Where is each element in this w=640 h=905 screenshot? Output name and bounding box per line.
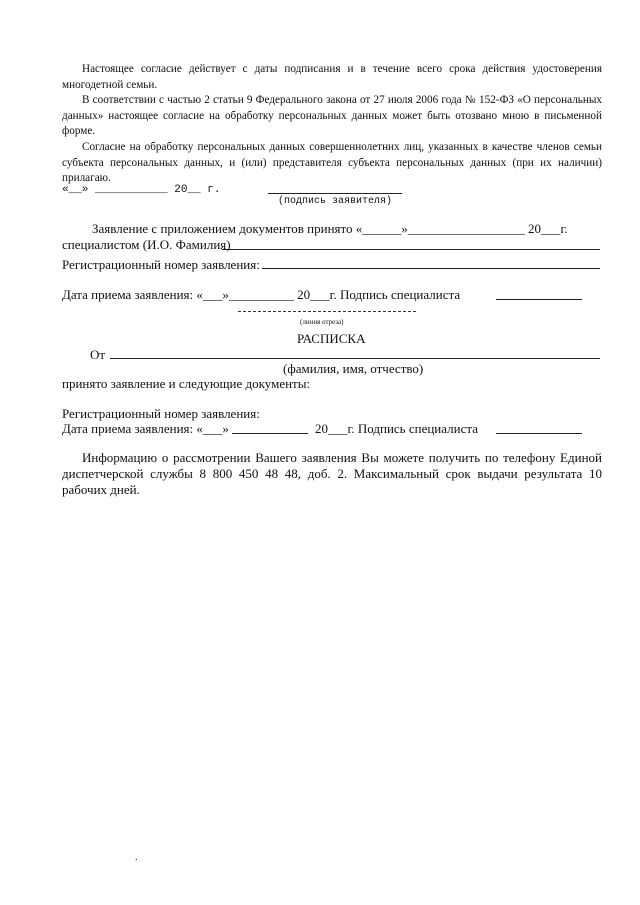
signature-caption: (подпись заявителя): [278, 196, 393, 207]
specialist-field[interactable]: [222, 249, 600, 250]
receipt-reg-number-label: Регистрационный номер заявления:: [62, 406, 260, 421]
acceptance-date-label: Дата приема заявления: «___»__________ 20___г. Подпись специалиста: [62, 287, 461, 302]
info-paragraph: Информацию о рассмотрении Вашего заявления Вы можете получить по телефону Единой диспетчерской службы 8 800 450 48 48, доб. 2. Максимальный срок выдачи результата 10 рабочих дней.: [62, 450, 602, 497]
receipt-docs-label: принято заявление и следующие документы:: [62, 376, 311, 391]
accepted-statement: Заявление с приложением документов принято «______»__________________ 20___г.: [92, 221, 568, 236]
receipt-from-label: От: [90, 347, 106, 362]
receipt-title: РАСПИСКА: [297, 331, 366, 346]
consent-paragraph-1: Настоящее согласие действует с даты подписания и в течение всего срока действия удостоверения многодетной семьи.: [62, 63, 602, 91]
signature-line[interactable]: [268, 193, 402, 194]
reg-number-field[interactable]: [262, 268, 600, 269]
reg-number-label: Регистрационный номер заявления:: [62, 257, 260, 272]
receipt-fio-field[interactable]: [110, 358, 600, 359]
consent-paragraph-2: В соответствии с частью 2 статьи 9 Федерального закона от 27 июля 2006 года № 152-ФЗ «О персональных данных» настоящее согласие на обработку персональных данных может быть отозвано мною в письменной форме.: [62, 94, 602, 137]
receipt-date-label: Дата приема заявления: «___»: [62, 421, 229, 436]
cut-line: [238, 311, 416, 312]
footer-mark: .: [135, 852, 138, 863]
specialist-signature-field[interactable]: [496, 299, 582, 300]
consent-date-line: «__» ___________ 20__ г.: [62, 184, 221, 196]
receipt-fio-caption: (фамилия, имя, отчество): [283, 361, 424, 376]
cut-line-caption: (линия отреза): [300, 318, 344, 326]
specialist-label: специалистом (И.О. Фамилия): [62, 237, 231, 252]
receipt-year-signature-label: 20___г. Подпись специалиста: [315, 421, 478, 436]
consent-paragraph-3: Согласие на обработку персональных данных совершеннолетних лиц, указанных в качестве членов семьи субъекта персональных данных, и (или) представителя субъекта персональных данных (при их наличии) прилагаю.: [62, 141, 602, 184]
receipt-signature-field[interactable]: [496, 433, 582, 434]
receipt-date-field[interactable]: [232, 433, 308, 434]
